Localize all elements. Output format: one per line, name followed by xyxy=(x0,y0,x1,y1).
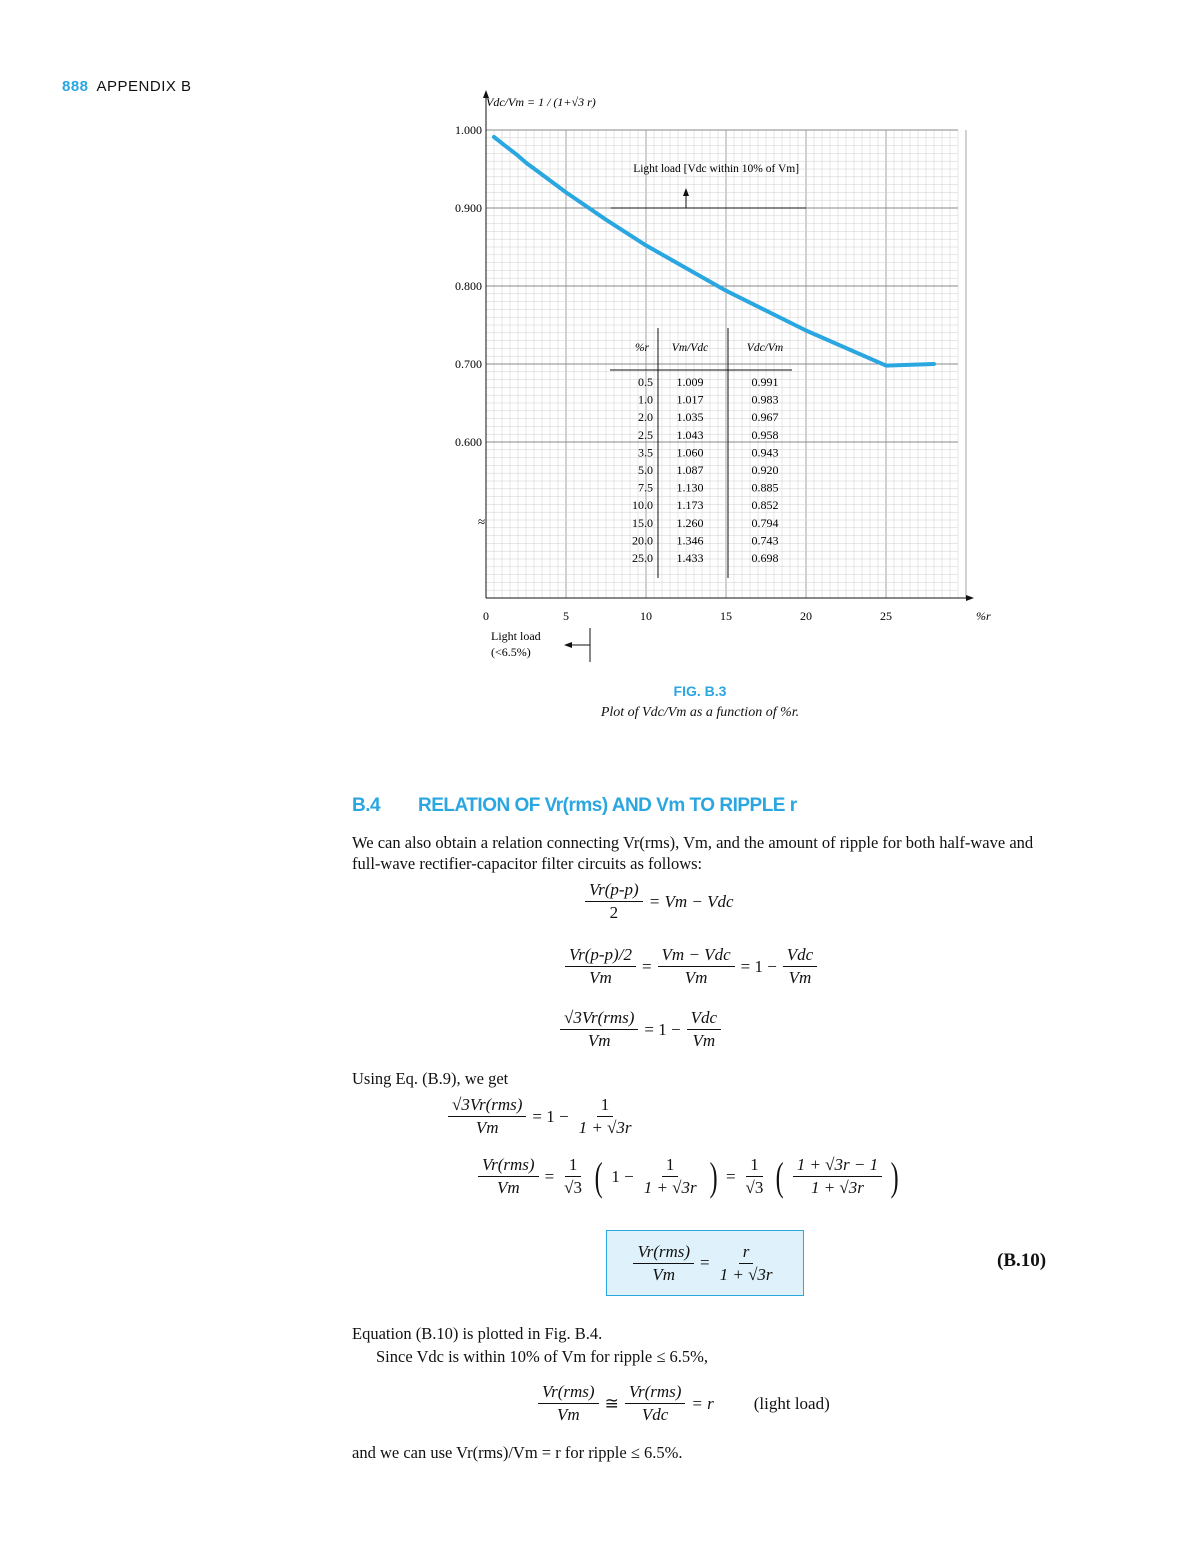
eq5-eq1: = xyxy=(544,1166,555,1186)
table-cell-vdc-vm: 0.958 xyxy=(751,427,779,442)
chart-formula: Vdc/Vm = 1 / (1+√3 r) xyxy=(486,95,596,109)
table-cell-vm-vdc: 1.173 xyxy=(676,498,704,513)
intro-paragraph: We can also obtain a relation connecting Vr(rms), Vm, and the amount of ripple for both half-wave and full-wave rectifier-capacitor filter circuits as follows: xyxy=(352,833,1034,873)
final-text: and we can use Vr(rms)/Vm = r for ripple ≤ 6.5%. xyxy=(352,1443,683,1462)
eq5-f4-den: 1 + √3r xyxy=(810,1178,864,1197)
table-cell-r: 5.0 xyxy=(638,463,653,477)
table-cell-vm-vdc: 1.060 xyxy=(676,445,704,460)
table-cell-vdc-vm: 0.967 xyxy=(751,410,779,425)
x-tick-label: 15 xyxy=(720,609,732,623)
table-cell-r: 1.0 xyxy=(638,392,653,407)
b10-r-den: 1 + √3r xyxy=(719,1264,773,1284)
light-load-arrow-head xyxy=(683,188,689,196)
table-cell-vm-vdc: 1.087 xyxy=(676,463,704,477)
section-number: B.4 xyxy=(352,795,381,816)
table-cell-vdc-vm: 0.794 xyxy=(751,515,779,530)
eq5-f1-den: √3 xyxy=(564,1178,583,1197)
page-number: 888 xyxy=(62,78,89,95)
light-load-bottom-label: Light load xyxy=(491,629,541,643)
table-cell-r: 7.5 xyxy=(638,480,653,495)
light-load-bottom-range: (<6.5%) xyxy=(491,645,531,659)
boxed-equation-b10 xyxy=(606,1230,804,1296)
b10-num: Vr(rms) xyxy=(633,1242,694,1264)
light-load-top-label: Light load [Vdc within 10% of Vm] xyxy=(633,163,800,175)
table-cell-vm-vdc: 1.433 xyxy=(676,551,704,565)
table-cell-r: 15.0 xyxy=(632,515,653,530)
eq2-r-den: Vm xyxy=(788,968,812,987)
x-tick-label: 20 xyxy=(800,609,812,623)
eq2-den: Vm xyxy=(589,968,612,987)
left-paren-2: ( xyxy=(776,1153,785,1199)
eq2-mid-den: Vm xyxy=(684,968,708,987)
table-cell-vdc-vm: 0.991 xyxy=(751,375,779,389)
figure-caption: Plot of Vdc/Vm as a function of %r. xyxy=(600,705,800,720)
right-paren-2: ) xyxy=(890,1153,899,1199)
eq4-r-num: 1 xyxy=(597,1095,614,1117)
table-cell-r: 25.0 xyxy=(632,551,653,565)
eq3-r-num: Vdc xyxy=(687,1008,721,1030)
eq6-den: Vm xyxy=(556,1405,580,1424)
table-cell-vdc-vm: 0.698 xyxy=(751,551,779,565)
eq4-num: √3Vr(rms) xyxy=(448,1095,526,1117)
table-header-vm-vdc: Vm/Vdc xyxy=(671,342,709,354)
eq5-f2-den: 1 + √3r xyxy=(643,1178,697,1197)
light-load-note: (light load) xyxy=(753,1393,830,1413)
equation-6 xyxy=(538,1382,830,1425)
eq2-r-num: Vdc xyxy=(783,945,817,967)
table-cell-r: 3.5 xyxy=(638,445,653,460)
table-cell-vdc-vm: 0.943 xyxy=(751,445,779,460)
table-cell-vm-vdc: 1.017 xyxy=(676,392,704,407)
appendix-label: APPENDIX B xyxy=(96,78,192,95)
eq4-den: Vm xyxy=(475,1118,499,1137)
y-tick-label: 0.600 xyxy=(455,435,482,449)
left-paren: ( xyxy=(594,1153,603,1199)
table-header-vdc-vm: Vdc/Vm xyxy=(746,342,784,354)
eq5-one-minus: 1 − xyxy=(611,1166,634,1186)
table-cell-vm-vdc: 1.009 xyxy=(676,375,704,389)
eq3-one-minus: = 1 − xyxy=(644,1019,681,1039)
y-tick-label: 0.700 xyxy=(455,357,482,371)
section-title: RELATION OF Vr(rms) AND Vm TO RIPPLE r xyxy=(418,795,797,816)
eq5-f4-num: 1 + √3r − 1 xyxy=(793,1155,882,1177)
figure-label: FIG. B.3 xyxy=(673,683,727,699)
equation-number: (B.10) xyxy=(997,1250,1047,1271)
since-text: Since Vdc is within 10% of Vm for ripple ≤ 6.5%, xyxy=(376,1347,708,1366)
eq2-one-minus: = 1 − xyxy=(740,956,777,976)
eq2-equals: = xyxy=(641,956,652,976)
eq3-den: Vm xyxy=(587,1031,611,1050)
eq6-num: Vr(rms) xyxy=(538,1382,599,1404)
using-eq-text: Using Eq. (B.9), we get xyxy=(352,1069,509,1088)
eq3-num: √3Vr(rms) xyxy=(560,1008,638,1030)
y-tick-label: 1.000 xyxy=(455,123,482,137)
table-cell-r: 0.5 xyxy=(638,375,653,389)
eq1-den: 2 xyxy=(609,903,619,922)
eq1-rhs: = Vm − Vdc xyxy=(648,891,734,911)
eq6-mid-den: Vdc xyxy=(641,1405,669,1424)
x-axis-label: %r xyxy=(976,609,991,623)
section-heading xyxy=(352,795,797,817)
eq5-eq2: = xyxy=(725,1166,736,1186)
light-load-bottom-arrowhead xyxy=(564,642,572,648)
table-cell-vm-vdc: 1.260 xyxy=(676,515,704,530)
equation-5 xyxy=(478,1155,901,1198)
table-cell-vm-vdc: 1.346 xyxy=(676,533,704,548)
table-cell-r: 10.0 xyxy=(632,498,653,513)
eq5-num: Vr(rms) xyxy=(478,1155,539,1177)
eq2-num: Vr(p-p)/2 xyxy=(565,945,636,967)
x-tick-label: 5 xyxy=(563,609,569,623)
table-cell-vm-vdc: 1.035 xyxy=(676,410,704,425)
equation-3 xyxy=(560,1008,721,1051)
table-cell-r: 2.5 xyxy=(638,427,653,442)
equation-4 xyxy=(448,1095,636,1138)
table-cell-vdc-vm: 0.920 xyxy=(751,463,779,477)
b10-eq: = xyxy=(700,1253,710,1272)
axis-break-mark: ≈ xyxy=(478,514,486,529)
y-tick-label: 0.800 xyxy=(455,279,482,293)
eq3-r-den: Vm xyxy=(692,1031,716,1050)
b10-r-num: r xyxy=(739,1242,754,1264)
b10-den: Vm xyxy=(652,1264,676,1284)
x-tick-label: 25 xyxy=(880,609,892,623)
vdc-vm-chart xyxy=(420,78,991,678)
eq4-one-minus: = 1 − xyxy=(532,1106,569,1126)
table-cell-r: 2.0 xyxy=(638,410,653,425)
page-header xyxy=(62,78,192,95)
eq5-f3-den: √3 xyxy=(745,1178,764,1197)
equation-2 xyxy=(565,945,817,988)
equation-1 xyxy=(585,880,734,923)
eq5-f2-num: 1 xyxy=(662,1155,679,1177)
plotted-text: Equation (B.10) is plotted in Fig. B.4. xyxy=(352,1324,603,1343)
x-tick-label: 10 xyxy=(640,609,652,623)
table-cell-vm-vdc: 1.130 xyxy=(676,480,704,495)
eq6-eq-r: = r xyxy=(691,1393,714,1413)
eq5-den: Vm xyxy=(496,1178,520,1197)
eq1-num: Vr(p-p) xyxy=(585,880,643,902)
eq5-f3-num: 1 xyxy=(746,1155,763,1177)
table-header-r: %r xyxy=(634,342,650,354)
table-cell-vdc-vm: 0.743 xyxy=(751,533,779,548)
table-cell-vdc-vm: 0.983 xyxy=(751,392,779,407)
table-cell-r: 20.0 xyxy=(632,533,653,548)
eq6-approx: ≅ xyxy=(604,1393,619,1413)
table-cell-vdc-vm: 0.852 xyxy=(751,498,779,513)
table-cell-vdc-vm: 0.885 xyxy=(751,480,779,495)
eq6-mid-num: Vr(rms) xyxy=(625,1382,686,1404)
y-tick-label: 0.900 xyxy=(455,201,482,215)
eq5-f1-num: 1 xyxy=(565,1155,582,1177)
x-tick-label: 0 xyxy=(483,609,489,623)
right-paren: ) xyxy=(709,1153,718,1199)
ripple-table xyxy=(606,328,800,578)
eq4-r-den: 1 + √3r xyxy=(578,1118,632,1137)
table-cell-vm-vdc: 1.043 xyxy=(676,427,704,442)
eq2-mid-num: Vm − Vdc xyxy=(658,945,735,967)
x-axis-arrow xyxy=(966,595,974,601)
